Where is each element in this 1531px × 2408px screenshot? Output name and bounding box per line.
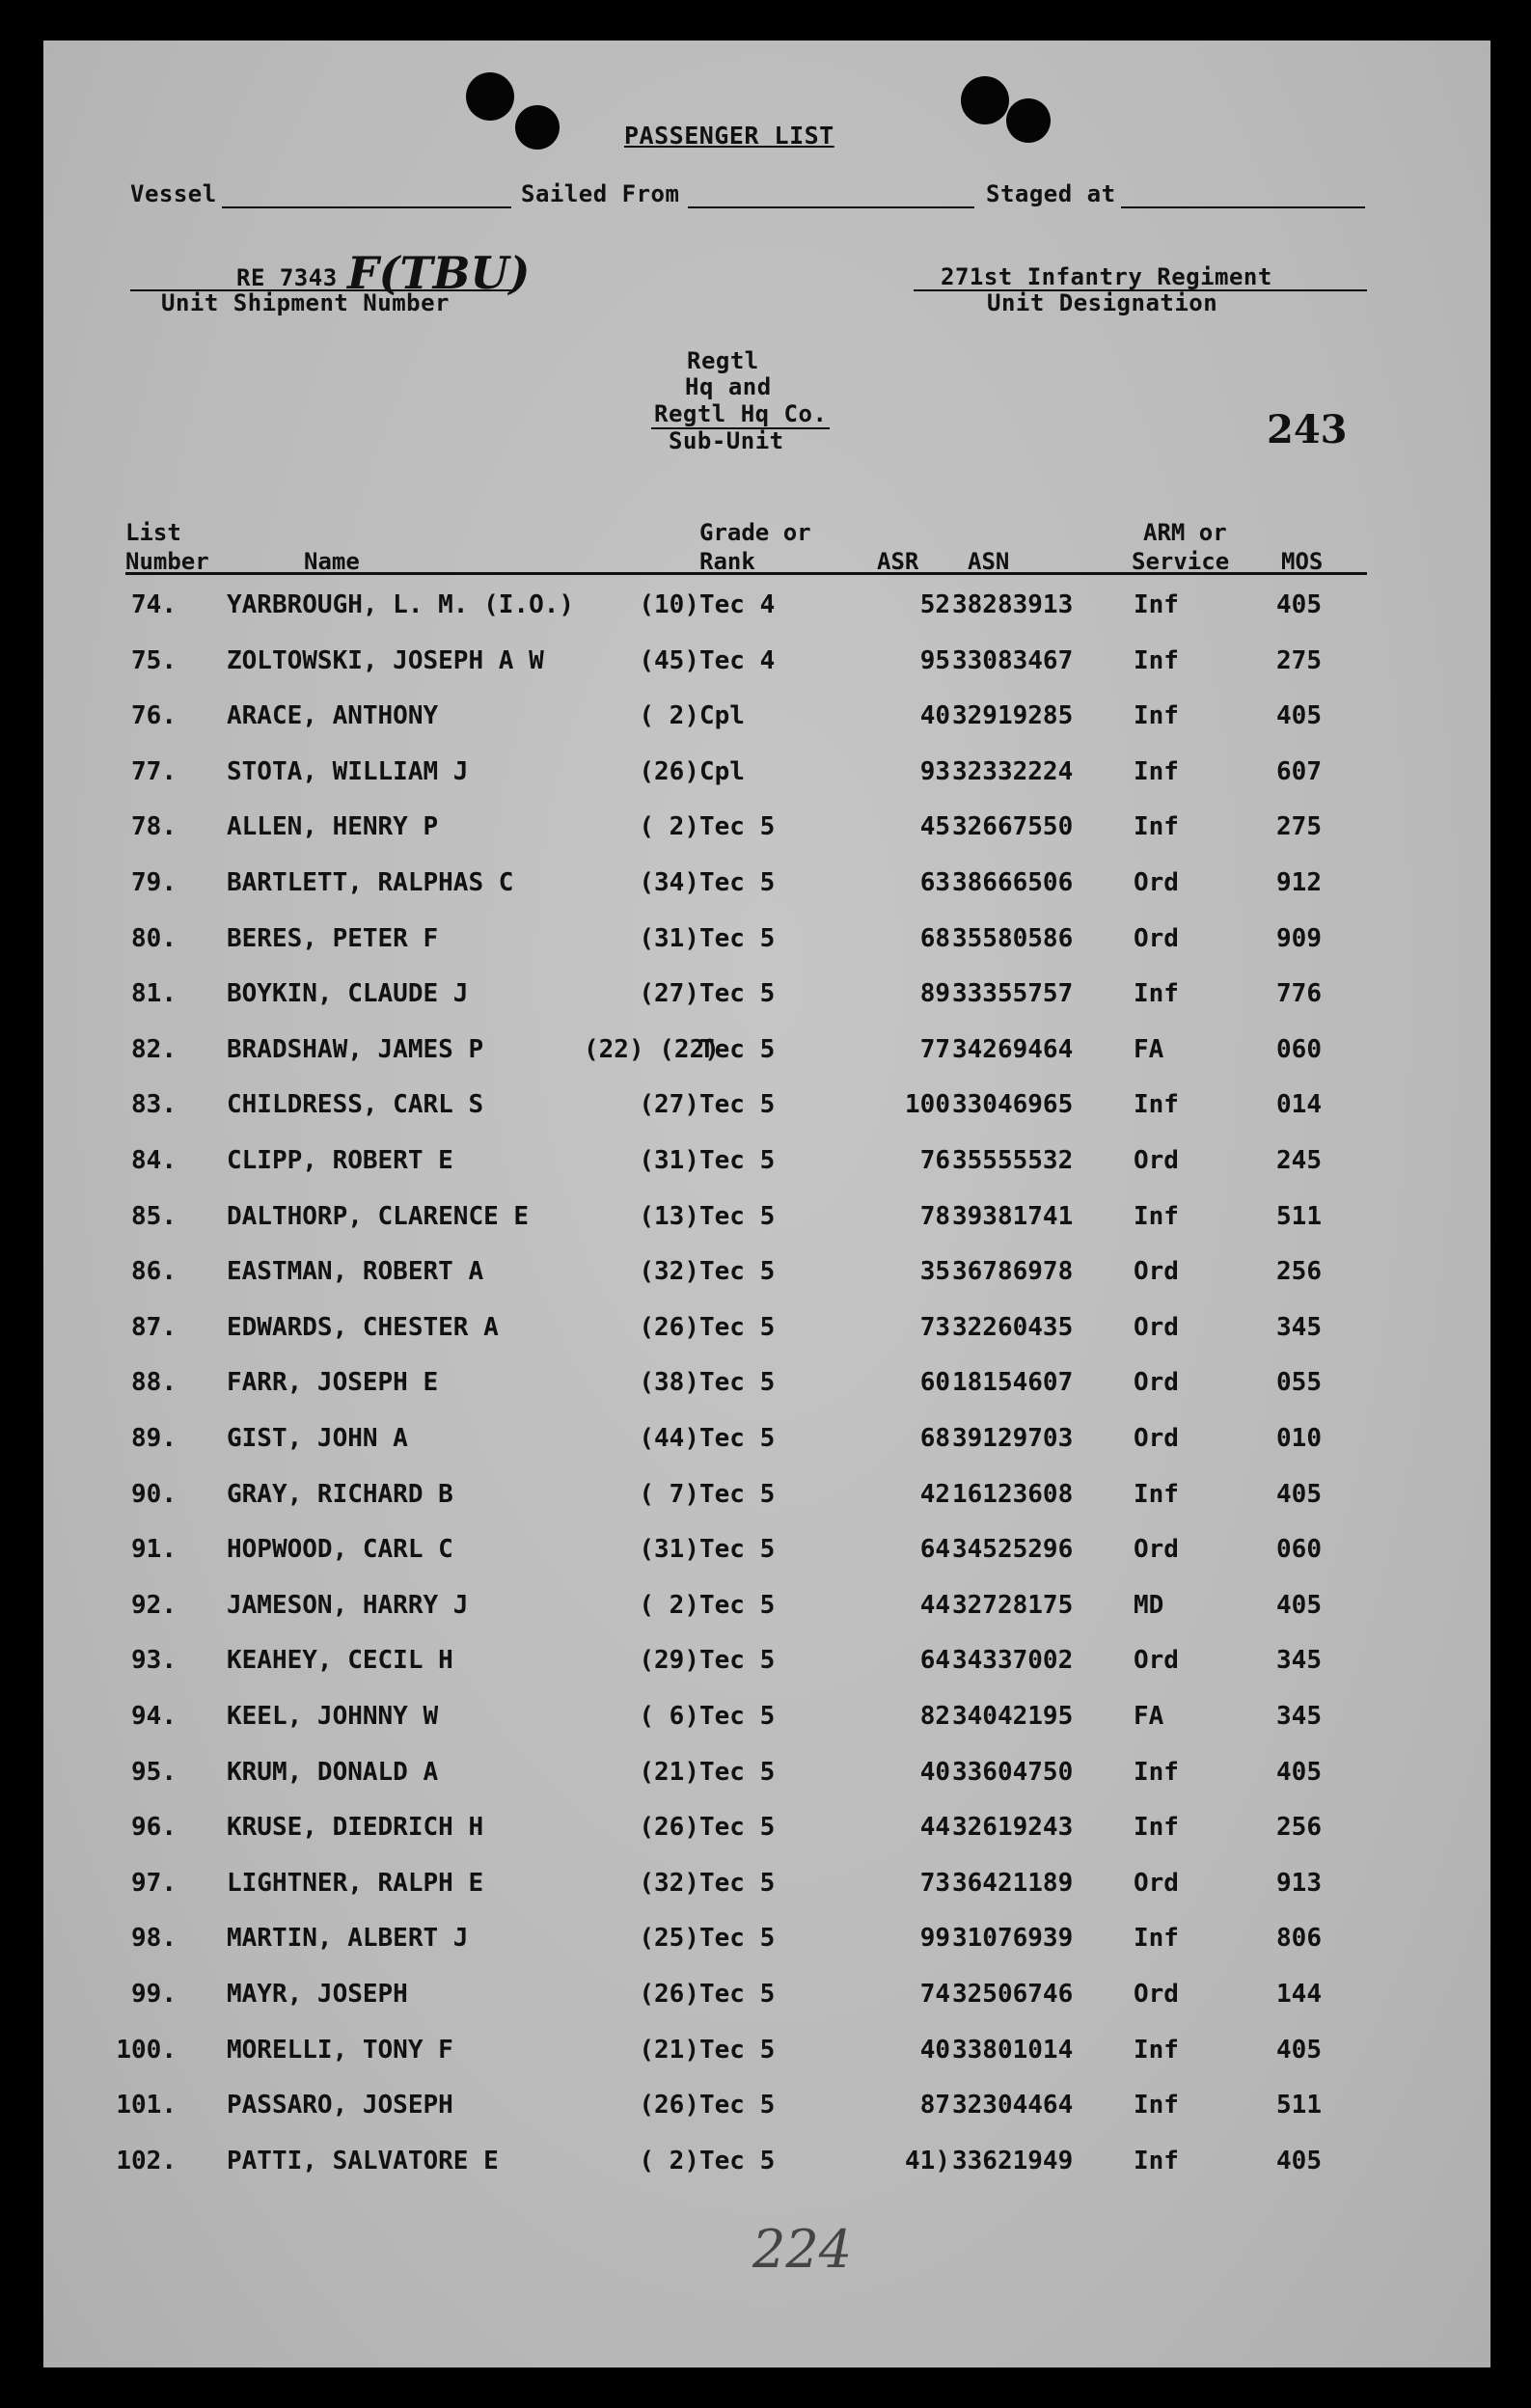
table-row bbox=[43, 1869, 1490, 1925]
cell-num: 74. bbox=[131, 590, 177, 619]
cell-num: 83. bbox=[131, 1090, 177, 1120]
table-row bbox=[43, 1924, 1490, 1980]
table-row bbox=[43, 2036, 1490, 2092]
cell-num: 94. bbox=[131, 1702, 177, 1731]
cell-name: GIST, JOHN A bbox=[227, 1424, 408, 1453]
cell-num: 100. bbox=[116, 2035, 177, 2065]
cell-asn: 34337002 bbox=[952, 1646, 1074, 1676]
cell-asr: 35 bbox=[919, 1257, 950, 1287]
cell-seq: (44) bbox=[639, 1424, 699, 1453]
table-row bbox=[43, 812, 1490, 868]
cell-seq: (32) bbox=[639, 1868, 699, 1898]
punch-hole-right-2 bbox=[1006, 98, 1051, 143]
cell-grade: Tec 5 bbox=[699, 2146, 776, 2175]
col-header-asr: ASR bbox=[877, 548, 919, 575]
cell-asr: 73 bbox=[919, 1312, 950, 1342]
cell-grade: Tec 5 bbox=[699, 1146, 776, 1175]
col-header-arm-label: ARM or bbox=[1143, 519, 1227, 546]
staged-at-label: Staged at bbox=[986, 180, 1116, 207]
table-row bbox=[43, 979, 1490, 1035]
cell-num: 78. bbox=[131, 812, 177, 842]
cell-num: 89. bbox=[131, 1424, 177, 1453]
sub-unit-line-1: Regtl bbox=[687, 347, 759, 374]
cell-asr: 64 bbox=[919, 1646, 950, 1676]
cell-asr: 82 bbox=[919, 1702, 950, 1731]
cell-name: BARTLETT, RALPHAS C bbox=[227, 868, 514, 897]
cell-name: HOPWOOD, CARL C bbox=[227, 1535, 453, 1565]
cell-seq: (34) bbox=[639, 868, 699, 897]
cell-seq: (45) bbox=[639, 645, 699, 675]
table-row bbox=[43, 1424, 1490, 1480]
cell-grade: Tec 5 bbox=[699, 1424, 776, 1453]
cell-mos: 245 bbox=[1276, 1146, 1322, 1175]
cell-mos: 913 bbox=[1276, 1868, 1322, 1898]
page-number: 243 bbox=[1267, 407, 1348, 452]
cell-num: 99. bbox=[131, 1980, 177, 2009]
cell-grade: Tec 5 bbox=[699, 1590, 776, 1620]
cell-seq: (26) bbox=[639, 756, 699, 786]
unit-designation-value: 271st Infantry Regiment bbox=[941, 263, 1272, 290]
cell-grade: Tec 5 bbox=[699, 1201, 776, 1231]
cell-grade: Tec 5 bbox=[699, 1980, 776, 2009]
table-row bbox=[43, 1090, 1490, 1146]
cell-seq: (31) bbox=[639, 923, 699, 953]
cell-asn: 32919285 bbox=[952, 701, 1074, 731]
cell-name: MARTIN, ALBERT J bbox=[227, 1924, 469, 1954]
cell-grade: Tec 5 bbox=[699, 2035, 776, 2065]
cell-name: CHILDRESS, CARL S bbox=[227, 1090, 484, 1120]
cell-name: STOTA, WILLIAM J bbox=[227, 756, 469, 786]
cell-name: DALTHORP, CLARENCE E bbox=[227, 1201, 530, 1231]
col-header-name: Name bbox=[304, 548, 360, 575]
cell-mos: 010 bbox=[1276, 1424, 1322, 1453]
table-row bbox=[43, 1980, 1490, 2036]
cell-asn: 38283913 bbox=[952, 590, 1074, 619]
col-header-asn: ASN bbox=[968, 548, 1010, 575]
col-header-rank-label: Rank bbox=[699, 548, 755, 575]
cell-mos: 405 bbox=[1276, 590, 1322, 619]
cell-asn: 31076939 bbox=[952, 1924, 1074, 1954]
table-row bbox=[43, 1535, 1490, 1591]
cell-asr: 40 bbox=[919, 1757, 950, 1787]
cell-name: KRUSE, DIEDRICH H bbox=[227, 1813, 484, 1843]
cell-num: 87. bbox=[131, 1312, 177, 1342]
cell-asr: 63 bbox=[919, 868, 950, 897]
cell-num: 88. bbox=[131, 1368, 177, 1398]
cell-grade: Tec 5 bbox=[699, 1868, 776, 1898]
cell-name: ALLEN, HENRY P bbox=[227, 812, 439, 842]
cell-asn: 38666506 bbox=[952, 868, 1074, 897]
cell-grade: Tec 5 bbox=[699, 923, 776, 953]
cell-asn: 35580586 bbox=[952, 923, 1074, 953]
cell-seq: ( 7) bbox=[639, 1479, 699, 1509]
cell-num: 102. bbox=[116, 2146, 177, 2175]
cell-seq: ( 2) bbox=[639, 1590, 699, 1620]
cell-name: FARR, JOSEPH E bbox=[227, 1368, 439, 1398]
cell-arm: Inf bbox=[1134, 1479, 1179, 1509]
cell-asn: 32260435 bbox=[952, 1312, 1074, 1342]
cell-mos: 060 bbox=[1276, 1535, 1322, 1565]
cell-asr: 77 bbox=[919, 1034, 950, 1064]
cell-grade: Tec 5 bbox=[699, 979, 776, 1009]
cell-asr: 45 bbox=[919, 812, 950, 842]
col-header-grade bbox=[699, 518, 811, 576]
table-row bbox=[43, 1313, 1490, 1369]
cell-seq: (31) bbox=[639, 1535, 699, 1565]
cell-name: ZOLTOWSKI, JOSEPH A W bbox=[227, 645, 544, 675]
cell-mos: 275 bbox=[1276, 645, 1322, 675]
cell-grade: Tec 5 bbox=[699, 1479, 776, 1509]
cell-arm: Ord bbox=[1134, 1368, 1179, 1398]
cell-asr: 44 bbox=[919, 1813, 950, 1843]
cell-mos: 345 bbox=[1276, 1646, 1322, 1676]
table-row bbox=[43, 1035, 1490, 1091]
cell-arm: Ord bbox=[1134, 1646, 1179, 1676]
cell-grade: Tec 5 bbox=[699, 868, 776, 897]
cell-name: BRADSHAW, JAMES P bbox=[227, 1034, 484, 1064]
table-row bbox=[43, 701, 1490, 757]
cell-grade: Tec 5 bbox=[699, 1646, 776, 1676]
cell-arm: Ord bbox=[1134, 1257, 1179, 1287]
col-header-list-number bbox=[125, 518, 209, 576]
cell-arm: Ord bbox=[1134, 1424, 1179, 1453]
cell-num: 82. bbox=[131, 1034, 177, 1064]
document-page bbox=[43, 41, 1490, 2367]
cell-num: 90. bbox=[131, 1479, 177, 1509]
cell-grade: Tec 5 bbox=[699, 812, 776, 842]
cell-name: EASTMAN, ROBERT A bbox=[227, 1257, 484, 1287]
table-row bbox=[43, 1368, 1490, 1424]
vessel-line bbox=[222, 206, 511, 208]
cell-asr: 73 bbox=[919, 1868, 950, 1898]
cell-arm: Ord bbox=[1134, 1868, 1179, 1898]
unit-designation-label: Unit Designation bbox=[987, 289, 1218, 316]
cell-arm: Inf bbox=[1134, 701, 1179, 731]
cell-seq: (29) bbox=[639, 1646, 699, 1676]
cell-asn: 33604750 bbox=[952, 1757, 1074, 1787]
cell-seq: (27) bbox=[639, 1090, 699, 1120]
cell-asn: 32332224 bbox=[952, 756, 1074, 786]
cell-grade: Tec 5 bbox=[699, 1535, 776, 1565]
cell-mos: 912 bbox=[1276, 868, 1322, 897]
cell-grade: Tec 5 bbox=[699, 2091, 776, 2121]
cell-seq: (21) bbox=[639, 1757, 699, 1787]
cell-name: BOYKIN, CLAUDE J bbox=[227, 979, 469, 1009]
cell-asn: 34525296 bbox=[952, 1535, 1074, 1565]
cell-asn: 32667550 bbox=[952, 812, 1074, 842]
cell-name: MAYR, JOSEPH bbox=[227, 1980, 408, 2009]
sub-unit-label: Sub-Unit bbox=[669, 427, 784, 454]
cell-num: 93. bbox=[131, 1646, 177, 1676]
cell-arm: Inf bbox=[1134, 1813, 1179, 1843]
punch-hole-right-1 bbox=[961, 76, 1009, 124]
sailed-from-label: Sailed From bbox=[521, 180, 680, 207]
cell-num: 76. bbox=[131, 701, 177, 731]
punch-hole-left-2 bbox=[515, 105, 560, 150]
cell-num: 84. bbox=[131, 1146, 177, 1175]
cell-arm: Ord bbox=[1134, 1146, 1179, 1175]
cell-seq: (13) bbox=[639, 1201, 699, 1231]
sub-unit-line-2: Hq and bbox=[685, 373, 772, 400]
table-row bbox=[43, 2147, 1490, 2203]
cell-grade: Tec 5 bbox=[699, 1368, 776, 1398]
table-row bbox=[43, 590, 1490, 646]
cell-asn: 39129703 bbox=[952, 1424, 1074, 1453]
cell-seq: ( 6) bbox=[639, 1702, 699, 1731]
table-row bbox=[43, 868, 1490, 924]
cell-seq: (25) bbox=[639, 1924, 699, 1954]
col-header-list-label: List bbox=[125, 519, 181, 546]
cell-asr: 41) bbox=[905, 2146, 950, 2175]
punch-hole-left-1 bbox=[466, 72, 514, 121]
col-header-number-label: Number bbox=[125, 548, 209, 575]
cell-name: PATTI, SALVATORE E bbox=[227, 2146, 499, 2175]
table-row bbox=[43, 757, 1490, 813]
cell-mos: 055 bbox=[1276, 1368, 1322, 1398]
cell-seq: ( 2) bbox=[639, 812, 699, 842]
table-row bbox=[43, 1758, 1490, 1814]
cell-arm: Inf bbox=[1134, 1757, 1179, 1787]
cell-name: KRUM, DONALD A bbox=[227, 1757, 439, 1787]
cell-num: 80. bbox=[131, 923, 177, 953]
cell-seq: (26) bbox=[639, 1813, 699, 1843]
table-row bbox=[43, 1480, 1490, 1536]
cell-asn: 32619243 bbox=[952, 1813, 1074, 1843]
cell-arm: Inf bbox=[1134, 756, 1179, 786]
cell-asn: 33046965 bbox=[952, 1090, 1074, 1120]
cell-mos: 256 bbox=[1276, 1813, 1322, 1843]
cell-num: 75. bbox=[131, 645, 177, 675]
cell-num: 92. bbox=[131, 1590, 177, 1620]
cell-arm: MD bbox=[1134, 1590, 1164, 1620]
cell-asr: 87 bbox=[919, 2091, 950, 2121]
cell-arm: Ord bbox=[1134, 1535, 1179, 1565]
cell-asr: 68 bbox=[919, 1424, 950, 1453]
cell-mos: 256 bbox=[1276, 1257, 1322, 1287]
table-row bbox=[43, 1702, 1490, 1758]
cell-seq: (38) bbox=[639, 1368, 699, 1398]
cell-seq: (27) bbox=[639, 979, 699, 1009]
cell-mos: 806 bbox=[1276, 1924, 1322, 1954]
cell-num: 101. bbox=[116, 2091, 177, 2121]
cell-arm: FA bbox=[1134, 1034, 1164, 1064]
cell-mos: 060 bbox=[1276, 1034, 1322, 1064]
cell-mos: 144 bbox=[1276, 1980, 1322, 2009]
cell-mos: 511 bbox=[1276, 1201, 1322, 1231]
cell-grade: Tec 5 bbox=[699, 1034, 776, 1064]
cell-grade: Tec 5 bbox=[699, 1924, 776, 1954]
cell-num: 98. bbox=[131, 1924, 177, 1954]
cell-name: CLIPP, ROBERT E bbox=[227, 1146, 453, 1175]
cell-arm: Inf bbox=[1134, 1924, 1179, 1954]
cell-arm: Inf bbox=[1134, 812, 1179, 842]
cell-num: 97. bbox=[131, 1868, 177, 1898]
column-header-rule bbox=[125, 572, 1367, 575]
cell-asr: 64 bbox=[919, 1535, 950, 1565]
table-row bbox=[43, 924, 1490, 980]
cell-mos: 405 bbox=[1276, 2146, 1322, 2175]
cell-seq: (21) bbox=[639, 2035, 699, 2065]
cell-num: 81. bbox=[131, 979, 177, 1009]
cell-grade: Cpl bbox=[699, 701, 745, 731]
cell-arm: Ord bbox=[1134, 923, 1179, 953]
cell-num: 85. bbox=[131, 1201, 177, 1231]
table-row bbox=[43, 1257, 1490, 1313]
cell-name: PASSARO, JOSEPH bbox=[227, 2091, 453, 2121]
cell-arm: Inf bbox=[1134, 2091, 1179, 2121]
cell-mos: 405 bbox=[1276, 1479, 1322, 1509]
cell-arm: Inf bbox=[1134, 1090, 1179, 1120]
staged-at-line bbox=[1121, 206, 1365, 208]
cell-asr: 93 bbox=[919, 756, 950, 786]
cell-grade: Tec 5 bbox=[699, 1702, 776, 1731]
cell-seq: (31) bbox=[639, 1146, 699, 1175]
cell-grade: Tec 5 bbox=[699, 1257, 776, 1287]
table-row bbox=[43, 1813, 1490, 1869]
cell-asn: 16123608 bbox=[952, 1479, 1074, 1509]
cell-asr: 42 bbox=[919, 1479, 950, 1509]
cell-asr: 78 bbox=[919, 1201, 950, 1231]
cell-name: GRAY, RICHARD B bbox=[227, 1479, 453, 1509]
cell-mos: 511 bbox=[1276, 2091, 1322, 2121]
cell-arm: Ord bbox=[1134, 868, 1179, 897]
cell-asr: 52 bbox=[919, 590, 950, 619]
cell-num: 96. bbox=[131, 1813, 177, 1843]
cell-grade: Cpl bbox=[699, 756, 745, 786]
cell-mos: 607 bbox=[1276, 756, 1322, 786]
cell-seq: (26) bbox=[639, 2091, 699, 2121]
cell-mos: 405 bbox=[1276, 701, 1322, 731]
cell-seq: (22) (22) bbox=[584, 1034, 720, 1064]
cell-asn: 32506746 bbox=[952, 1980, 1074, 2009]
table-row bbox=[43, 646, 1490, 702]
cell-mos: 345 bbox=[1276, 1702, 1322, 1731]
col-header-arm bbox=[1132, 518, 1229, 576]
cell-num: 91. bbox=[131, 1535, 177, 1565]
cell-asn: 33355757 bbox=[952, 979, 1074, 1009]
cell-asr: 100 bbox=[905, 1090, 950, 1120]
sub-unit-line-3: Regtl Hq Co. bbox=[654, 400, 828, 427]
cell-grade: Tec 5 bbox=[699, 1090, 776, 1120]
cell-asn: 36421189 bbox=[952, 1868, 1074, 1898]
cell-mos: 909 bbox=[1276, 923, 1322, 953]
cell-mos: 275 bbox=[1276, 812, 1322, 842]
cell-asr: 89 bbox=[919, 979, 950, 1009]
cell-name: YARBROUGH, L. M. (I.O.) bbox=[227, 590, 575, 619]
cell-num: 95. bbox=[131, 1757, 177, 1787]
cell-asn: 39381741 bbox=[952, 1201, 1074, 1231]
cell-asr: 76 bbox=[919, 1146, 950, 1175]
cell-arm: Inf bbox=[1134, 590, 1179, 619]
cell-asr: 40 bbox=[919, 701, 950, 731]
cell-arm: Inf bbox=[1134, 645, 1179, 675]
table-row bbox=[43, 2091, 1490, 2147]
cell-asn: 36786978 bbox=[952, 1257, 1074, 1287]
cell-arm: Inf bbox=[1134, 1201, 1179, 1231]
cell-arm: Inf bbox=[1134, 979, 1179, 1009]
cell-seq: (26) bbox=[639, 1980, 699, 2009]
cell-name: LIGHTNER, RALPH E bbox=[227, 1868, 484, 1898]
cell-num: 79. bbox=[131, 868, 177, 897]
cell-arm: Ord bbox=[1134, 1980, 1179, 2009]
unit-shipment-handwritten: F(TBU) bbox=[347, 247, 531, 299]
cell-mos: 345 bbox=[1276, 1312, 1322, 1342]
unit-shipment-label: Unit Shipment Number bbox=[161, 289, 450, 316]
cell-asr: 99 bbox=[919, 1924, 950, 1954]
cell-seq: ( 2) bbox=[639, 2146, 699, 2175]
cell-seq: (10) bbox=[639, 590, 699, 619]
cell-arm: Inf bbox=[1134, 2035, 1179, 2065]
cell-name: KEAHEY, CECIL H bbox=[227, 1646, 453, 1676]
cell-mos: 405 bbox=[1276, 1757, 1322, 1787]
cell-seq: (32) bbox=[639, 1257, 699, 1287]
cell-asn: 33083467 bbox=[952, 645, 1074, 675]
cell-grade: Tec 5 bbox=[699, 1757, 776, 1787]
cell-asr: 44 bbox=[919, 1590, 950, 1620]
cell-asn: 34269464 bbox=[952, 1034, 1074, 1064]
cell-asn: 35555532 bbox=[952, 1146, 1074, 1175]
cell-arm: Ord bbox=[1134, 1312, 1179, 1342]
cell-mos: 405 bbox=[1276, 2035, 1322, 2065]
document-title: PASSENGER LIST bbox=[624, 122, 834, 150]
cell-arm: FA bbox=[1134, 1702, 1164, 1731]
table-row bbox=[43, 1146, 1490, 1202]
cell-asn: 32728175 bbox=[952, 1590, 1074, 1620]
cell-asn: 33621949 bbox=[952, 2146, 1074, 2175]
cell-asr: 68 bbox=[919, 923, 950, 953]
cell-name: ARACE, ANTHONY bbox=[227, 701, 439, 731]
cell-name: KEEL, JOHNNY W bbox=[227, 1702, 439, 1731]
cell-num: 86. bbox=[131, 1257, 177, 1287]
cell-grade: Tec 4 bbox=[699, 590, 776, 619]
cell-mos: 405 bbox=[1276, 1590, 1322, 1620]
cell-seq: (26) bbox=[639, 1312, 699, 1342]
col-header-mos: MOS bbox=[1281, 548, 1324, 575]
table-row bbox=[43, 1591, 1490, 1647]
cell-name: JAMESON, HARRY J bbox=[227, 1590, 469, 1620]
table-row bbox=[43, 1646, 1490, 1702]
cell-mos: 014 bbox=[1276, 1090, 1322, 1120]
footer-handwritten-number: 224 bbox=[752, 2219, 853, 2280]
cell-asn: 18154607 bbox=[952, 1368, 1074, 1398]
cell-name: BERES, PETER F bbox=[227, 923, 439, 953]
cell-asn: 32304464 bbox=[952, 2091, 1074, 2121]
cell-grade: Tec 5 bbox=[699, 1312, 776, 1342]
unit-shipment-value: RE 7343 bbox=[236, 264, 338, 291]
col-header-grade-label: Grade or bbox=[699, 519, 811, 546]
table-row bbox=[43, 1202, 1490, 1258]
cell-arm: Inf bbox=[1134, 2146, 1179, 2175]
cell-name: EDWARDS, CHESTER A bbox=[227, 1312, 499, 1342]
cell-asr: 60 bbox=[919, 1368, 950, 1398]
col-header-service-label: Service bbox=[1132, 548, 1230, 575]
cell-asn: 33801014 bbox=[952, 2035, 1074, 2065]
sailed-from-line bbox=[688, 206, 974, 208]
cell-asr: 40 bbox=[919, 2035, 950, 2065]
cell-num: 77. bbox=[131, 756, 177, 786]
cell-grade: Tec 4 bbox=[699, 645, 776, 675]
cell-name: MORELLI, TONY F bbox=[227, 2035, 453, 2065]
cell-asr: 74 bbox=[919, 1980, 950, 2009]
cell-mos: 776 bbox=[1276, 979, 1322, 1009]
vessel-label: Vessel bbox=[130, 180, 217, 207]
cell-grade: Tec 5 bbox=[699, 1813, 776, 1843]
cell-seq: ( 2) bbox=[639, 701, 699, 731]
cell-asn: 34042195 bbox=[952, 1702, 1074, 1731]
cell-asr: 95 bbox=[919, 645, 950, 675]
